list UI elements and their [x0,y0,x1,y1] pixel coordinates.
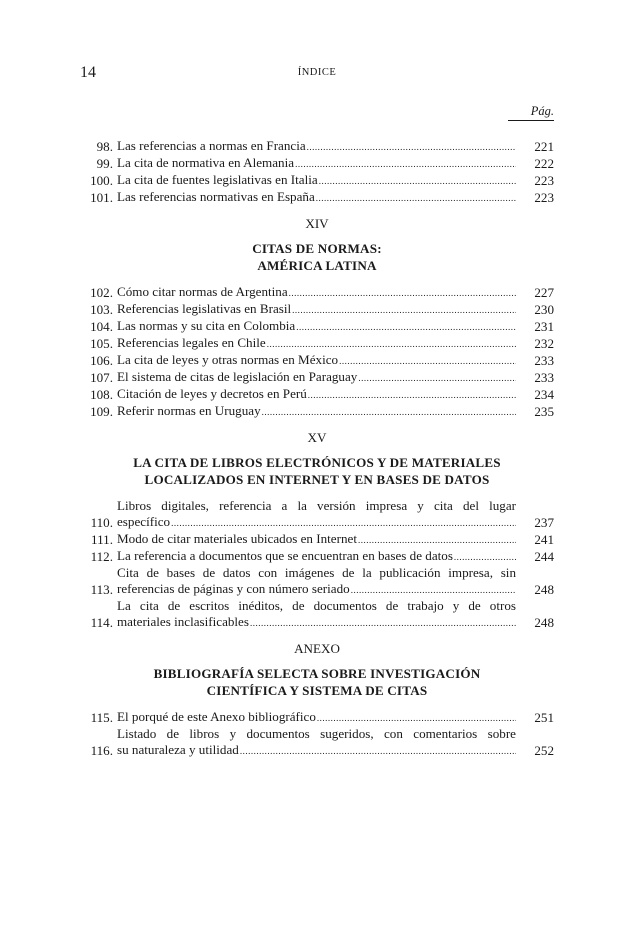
entry-title-line [117,301,516,318]
entry-number: 100. [90,173,113,188]
entry-title-line [117,742,516,759]
leader-dots [351,582,516,598]
entry-title-line [117,189,516,206]
entry-title-line: Listado de libros y documentos sugeridos, con comentarios sobre [117,726,516,741]
section-gap [80,488,554,498]
entry-title-line: Cita de bases de datos con imágenes de la publicación impresa, sin [117,565,516,580]
leader-dots [307,139,516,155]
entry-title [117,531,516,548]
entry-number: 108. [90,387,113,402]
entry-number: 115. [90,710,113,725]
entry-page: 248 [534,582,554,597]
entry-title-line [117,403,516,420]
entry-number: 106. [90,353,113,368]
toc-entry [80,318,554,335]
entry-page: 233 [534,370,554,385]
toc-entry [80,403,554,420]
entry-number: 116. [90,743,113,758]
page-column-label: Pág. [508,104,554,121]
entry-title-text: específico [117,514,171,529]
leader-dots [358,532,516,548]
toc-entry [80,531,554,548]
entry-page: 251 [534,710,554,725]
section-gap [80,699,554,709]
leader-dots [296,319,516,335]
toc-entry [80,548,554,565]
entry-title-text: Referencias legislativas en Brasil [117,301,292,316]
entry-title-text: Las normas y su cita en Colombia [117,318,296,333]
entry-title-text: Citación de leyes y decretos en Perú [117,386,307,401]
section-heading [80,216,554,284]
leader-dots [171,515,516,531]
entry-title-line [117,514,516,531]
entry-title-text: El porqué de este Anexo bibliográfico [117,709,316,724]
entry-title-line [117,284,516,301]
section-number: XIV [305,216,329,231]
entry-title-text: Las referencias normativas en España [117,189,315,204]
entry-number: 101. [90,190,113,205]
entry-title-line: La cita de escritos inéditos, de documentos de trabajo y de otros [117,598,516,613]
entry-title-text: Modo de citar materiales ubicados en Internet [117,531,357,546]
entry-title [117,403,516,420]
entry-title [117,301,516,318]
toc-entry [80,369,554,386]
leader-dots [240,743,516,759]
section-heading [80,641,554,709]
entry-page: 241 [534,532,554,547]
section-number: ANEXO [294,641,340,656]
leader-dots [339,353,516,369]
entry-title [117,369,516,386]
page-header [80,64,554,86]
entry-title [117,155,516,172]
entry-page: 231 [534,319,554,334]
entry-title [117,172,516,189]
entry-title-text: La cita de fuentes legislativas en Italia [117,172,318,187]
entry-title-line [117,138,516,155]
section-number: XV [307,430,327,445]
running-title: ÍNDICE [297,67,337,78]
leader-dots [308,387,516,403]
entry-title-text: Las referencias a normas en Francia [117,138,306,153]
entry-title-line [117,531,516,548]
toc-entry [80,284,554,301]
entry-title-text: Referir normas en Uruguay [117,403,261,418]
entry-number: 99. [96,156,113,171]
section-title: CIENTÍFICA Y SISTEMA DE CITAS [206,683,428,698]
entry-title-line [117,709,516,726]
entry-title-text: su naturaleza y utilidad [117,742,239,757]
leader-dots [358,370,516,386]
leader-dots [454,549,516,565]
toc-entry [80,301,554,318]
entry-title-line: Libros digitales, referencia a la versión impresa y cita del lugar [117,498,516,513]
entry-title-text: La cita de leyes y otras normas en México [117,352,339,367]
toc-entry [80,598,554,631]
entry-number: 104. [90,319,113,334]
entry-page: 244 [534,549,554,564]
toc-entry [80,386,554,403]
entry-number: 98. [96,139,113,154]
entry-number: 102. [90,285,113,300]
entry-number: 112. [90,549,113,564]
leader-dots [267,336,516,352]
entry-page: 227 [534,285,554,300]
entry-page: 233 [534,353,554,368]
entry-page: 223 [534,173,554,188]
entry-number: 114. [90,615,113,630]
entry-title-line [117,369,516,386]
entry-title [117,565,516,598]
entry-title-line [117,172,516,189]
entry-title [117,138,516,155]
leader-dots [292,302,516,318]
entry-title-text: Referencias legales en Chile [117,335,266,350]
entry-title-line [117,352,516,369]
entry-title-line [117,386,516,403]
section-heading [80,430,554,498]
entry-title-line [117,548,516,565]
entry-title-text: Cómo citar normas de Argentina [117,284,288,299]
entry-title-line [117,155,516,172]
toc-entry [80,335,554,352]
leader-dots [250,615,516,631]
entry-number: 111. [91,532,113,547]
entry-title [117,335,516,352]
section-gap [80,274,554,284]
entry-page: 248 [534,615,554,630]
toc-entry [80,352,554,369]
entry-page: 234 [534,387,554,402]
entry-title-text: La cita de normativa en Alemania [117,155,295,170]
entry-title-text: El sistema de citas de legislación en Paraguay [117,369,358,384]
entry-title [117,352,516,369]
toc-entry [80,565,554,598]
entry-page: 252 [534,743,554,758]
section-title: LA CITA DE LIBROS ELECTRÓNICOS Y DE MATERIALES [133,455,501,470]
toc-entry [80,498,554,531]
entry-title [117,709,516,726]
entry-title-line [117,614,516,631]
entry-title-line [117,581,516,598]
entry-number: 113. [90,582,113,597]
entry-title [117,189,516,206]
section-title: LOCALIZADOS EN INTERNET Y EN BASES DE DATOS [144,472,490,487]
toc-entry [80,189,554,206]
table-of-contents [80,138,554,759]
entry-number: 110. [90,515,113,530]
entry-title [117,598,516,631]
entry-page: 223 [534,190,554,205]
entry-title-line [117,335,516,352]
entry-title-text: La referencia a documentos que se encuentran en bases de datos [117,548,453,563]
toc-entry [80,709,554,726]
section-title: CITAS DE NORMAS: [252,241,382,256]
entry-title-line [117,318,516,335]
entry-number: 105. [90,336,113,351]
leader-dots [317,710,516,726]
leader-dots [316,190,516,206]
entry-title-text: referencias de páginas y con número seriado [117,581,350,596]
entry-page: 235 [534,404,554,419]
entry-page: 222 [534,156,554,171]
entry-title-text: materiales inclasificables [117,614,249,629]
entry-page: 230 [534,302,554,317]
entry-title [117,386,516,403]
entry-title [117,498,516,531]
page-number: 14 [80,64,96,81]
toc-entry [80,726,554,759]
leader-dots [262,404,516,420]
toc-entry [80,172,554,189]
section-title: AMÉRICA LATINA [257,258,377,273]
section-title: BIBLIOGRAFÍA SELECTA SOBRE INVESTIGACIÓN [153,666,481,681]
leader-dots [319,173,516,189]
toc-entry [80,138,554,155]
entry-title [117,726,516,759]
entry-number: 107. [90,370,113,385]
entry-title [117,284,516,301]
entry-page: 237 [534,515,554,530]
entry-page: 232 [534,336,554,351]
entry-number: 103. [90,302,113,317]
leader-dots [289,285,516,301]
entry-page: 221 [534,139,554,154]
toc-entry [80,155,554,172]
entry-title [117,548,516,565]
entry-title [117,318,516,335]
leader-dots [295,156,516,172]
entry-number: 109. [90,404,113,419]
